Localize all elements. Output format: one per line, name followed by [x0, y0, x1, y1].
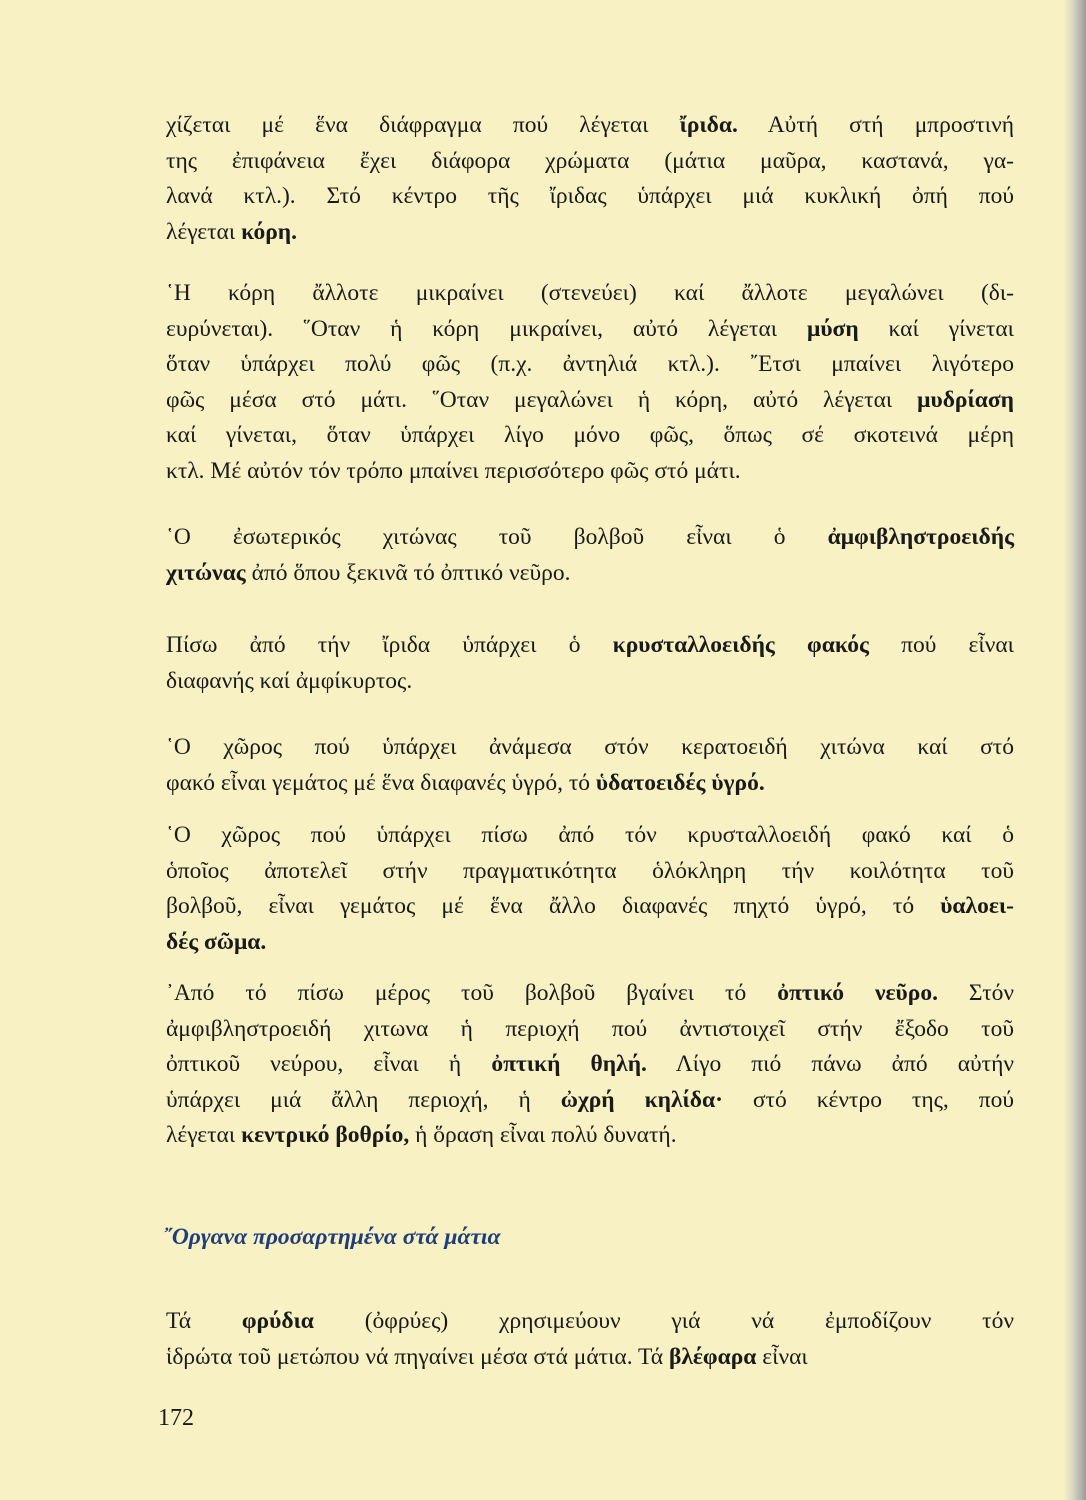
paragraph-aqueous-humor [166, 730, 1014, 801]
paragraph-eyebrows [166, 1304, 1014, 1375]
text-line: κτλ. Μέ αὐτόν τόν τρόπο μπαίνει περισσότερο φῶς στό μάτι. [166, 457, 741, 484]
bold-term: δές σῶμα. [166, 928, 267, 955]
bold-term: ὑαλοει- [940, 893, 1014, 919]
text-line: ὅταν ὑπάρχει πολύ φῶς (π.χ. ἀντηλιά κτλ.). ῎Ετσι μπαίνει λιγότερο [166, 351, 1014, 377]
text-line: χίζεται μέ ἕνα διάφραγμα πού λέγεται ἴριδα. Αὐτή στή μπροστινή [166, 112, 1014, 138]
bold-term: βλέφαρα [668, 1343, 757, 1370]
bold-term: ὑδατοειδές ὑγρό. [595, 769, 765, 796]
text-line: ᾿Από τό πίσω μέρος τοῦ βολβοῦ βγαίνει τό ὀπτικό νεῦρο. Στόν [166, 980, 1015, 1006]
paragraph-vitreous-body [166, 818, 1014, 960]
page-edge-shadow [1064, 0, 1086, 1500]
text-line: ὁποῖος ἀποτελεῖ στήν πραγματικότητα ὁλόκληρη τήν κοιλότητα τοῦ [166, 857, 1014, 884]
text-line: λέγεται κόρη. [166, 218, 297, 245]
text-line: ῾Ο ἐσωτερικός χιτώνας τοῦ βολβοῦ εἶναι ὁ ἀμφιβληστροειδής [166, 524, 1014, 550]
bold-term: ὀπτικό νεῦρο. [777, 980, 938, 1006]
text-line: ἱδρώτα τοῦ μετώπου νά πηγαίνει μέσα στά μάτια. Τά βλέφαρα εἶναι [166, 1343, 808, 1370]
bold-term: φρύδια [241, 1308, 314, 1334]
text-line: φακό εἶναι γεμάτος μέ ἕνα διαφανές ὑγρό, τό ὑδατοειδές ὑγρό. [166, 769, 765, 796]
text-line: καί γίνεται, ὅταν ὑπάρχει λίγο μόνο φῶς, ὅπως σέ σκοτεινά μέρη [166, 422, 1014, 448]
text-line: χιτώνας ἀπό ὅπου ξεκινᾶ τό ὀπτικό νεῦρο. [166, 559, 571, 586]
bold-term: κρυσταλλοειδής φακός [612, 632, 869, 658]
paragraph-optic-nerve [166, 976, 1014, 1154]
text-line: φῶς μέσα στό μάτι. ῞Οταν μεγαλώνει ἡ κόρη, αὐτό λέγεται μυδρίαση [166, 386, 1014, 413]
bold-term: κεντρικό βοθρίο, [241, 1122, 410, 1148]
bold-term: ὠχρή κηλίδα· [560, 1086, 723, 1113]
text-line: Πίσω ἀπό τήν ἴριδα ὑπάρχει ὁ κρυσταλλοειδής φακός πού εἶναι [166, 632, 1015, 658]
text-line: ὀπτικοῦ νεύρου, εἶναι ἡ ὀπτική θηλή. Λίγο πιό πάνω ἀπό αὐτήν [166, 1051, 1015, 1077]
paragraph-lens [166, 628, 1014, 699]
text-line: διαφανής καί ἀμφίκυρτος. [166, 667, 413, 694]
bold-term: μύση [807, 315, 859, 342]
text-line [166, 925, 1014, 961]
page-number: 172 [158, 1405, 194, 1431]
text-line: ῾Η κόρη ἄλλοτε μικραίνει (στενεύει) καί ἄλλοτε μεγαλώνει (δι- [166, 280, 1014, 306]
text-line: ῾Ο χῶρος πού ὑπάρχει ἀνάμεσα στόν κερατοειδή χιτώνα καί στό [166, 734, 1014, 760]
bold-term: ἴριδα. [679, 112, 738, 138]
text-line: ῾Ο χῶρος πού ὑπάρχει πίσω ἀπό τόν κρυσταλλοειδή φακό καί ὁ [166, 822, 1014, 848]
text-line: λέγεται κεντρικό βοθρίο, ἡ ὅραση εἶναι πολύ δυνατή. [166, 1122, 677, 1148]
bold-term: ἀμφιβληστροειδής [827, 524, 1014, 550]
paragraph-retina [166, 520, 1014, 591]
text-line: Τά φρύδια (ὀφρύες) χρησιμεύουν γιά νά ἐμποδίζουν τόν [166, 1308, 1014, 1334]
bold-term: ὀπτική θηλή. [491, 1051, 647, 1077]
text-line: της ἐπιφάνεια ἔχει διάφορα χρώματα (μάτια μαῦρα, καστανά, γα- [166, 147, 1014, 174]
paragraph-iris [166, 108, 1014, 250]
paragraph-pupil [166, 276, 1014, 489]
bold-term: κόρη. [241, 218, 297, 245]
section-heading: ῎Οργανα προσαρτημένα στά μάτια [164, 1224, 501, 1250]
bold-term: χιτώνας [166, 559, 246, 586]
text-line: λανά κτλ.). Στό κέντρο τῆς ἴριδας ὑπάρχει μιά κυκλική ὀπή πού [166, 183, 1014, 209]
text-line: βολβοῦ, εἶναι γεμάτος μέ ἕνα ἄλλο διαφανές πηχτό ὑγρό, τό ὑαλοει- [166, 893, 1014, 919]
text-line: ευρύνεται). ῞Οταν ἡ κόρη μικραίνει, αὐτό λέγεται μύση καί γίνεται [166, 315, 1014, 342]
bold-term: μυδρίαση [917, 386, 1014, 413]
text-line: ὑπάρχει μιά ἄλλη περιοχή, ἡ ὠχρή κηλίδα· στό κέντρο της, πού [166, 1086, 1014, 1113]
text-line: ἀμφιβληστροειδή χιτωνα ἡ περιοχή πού ἀντιστοιχεῖ στήν ἔξοδο τοῦ [166, 1015, 1014, 1042]
